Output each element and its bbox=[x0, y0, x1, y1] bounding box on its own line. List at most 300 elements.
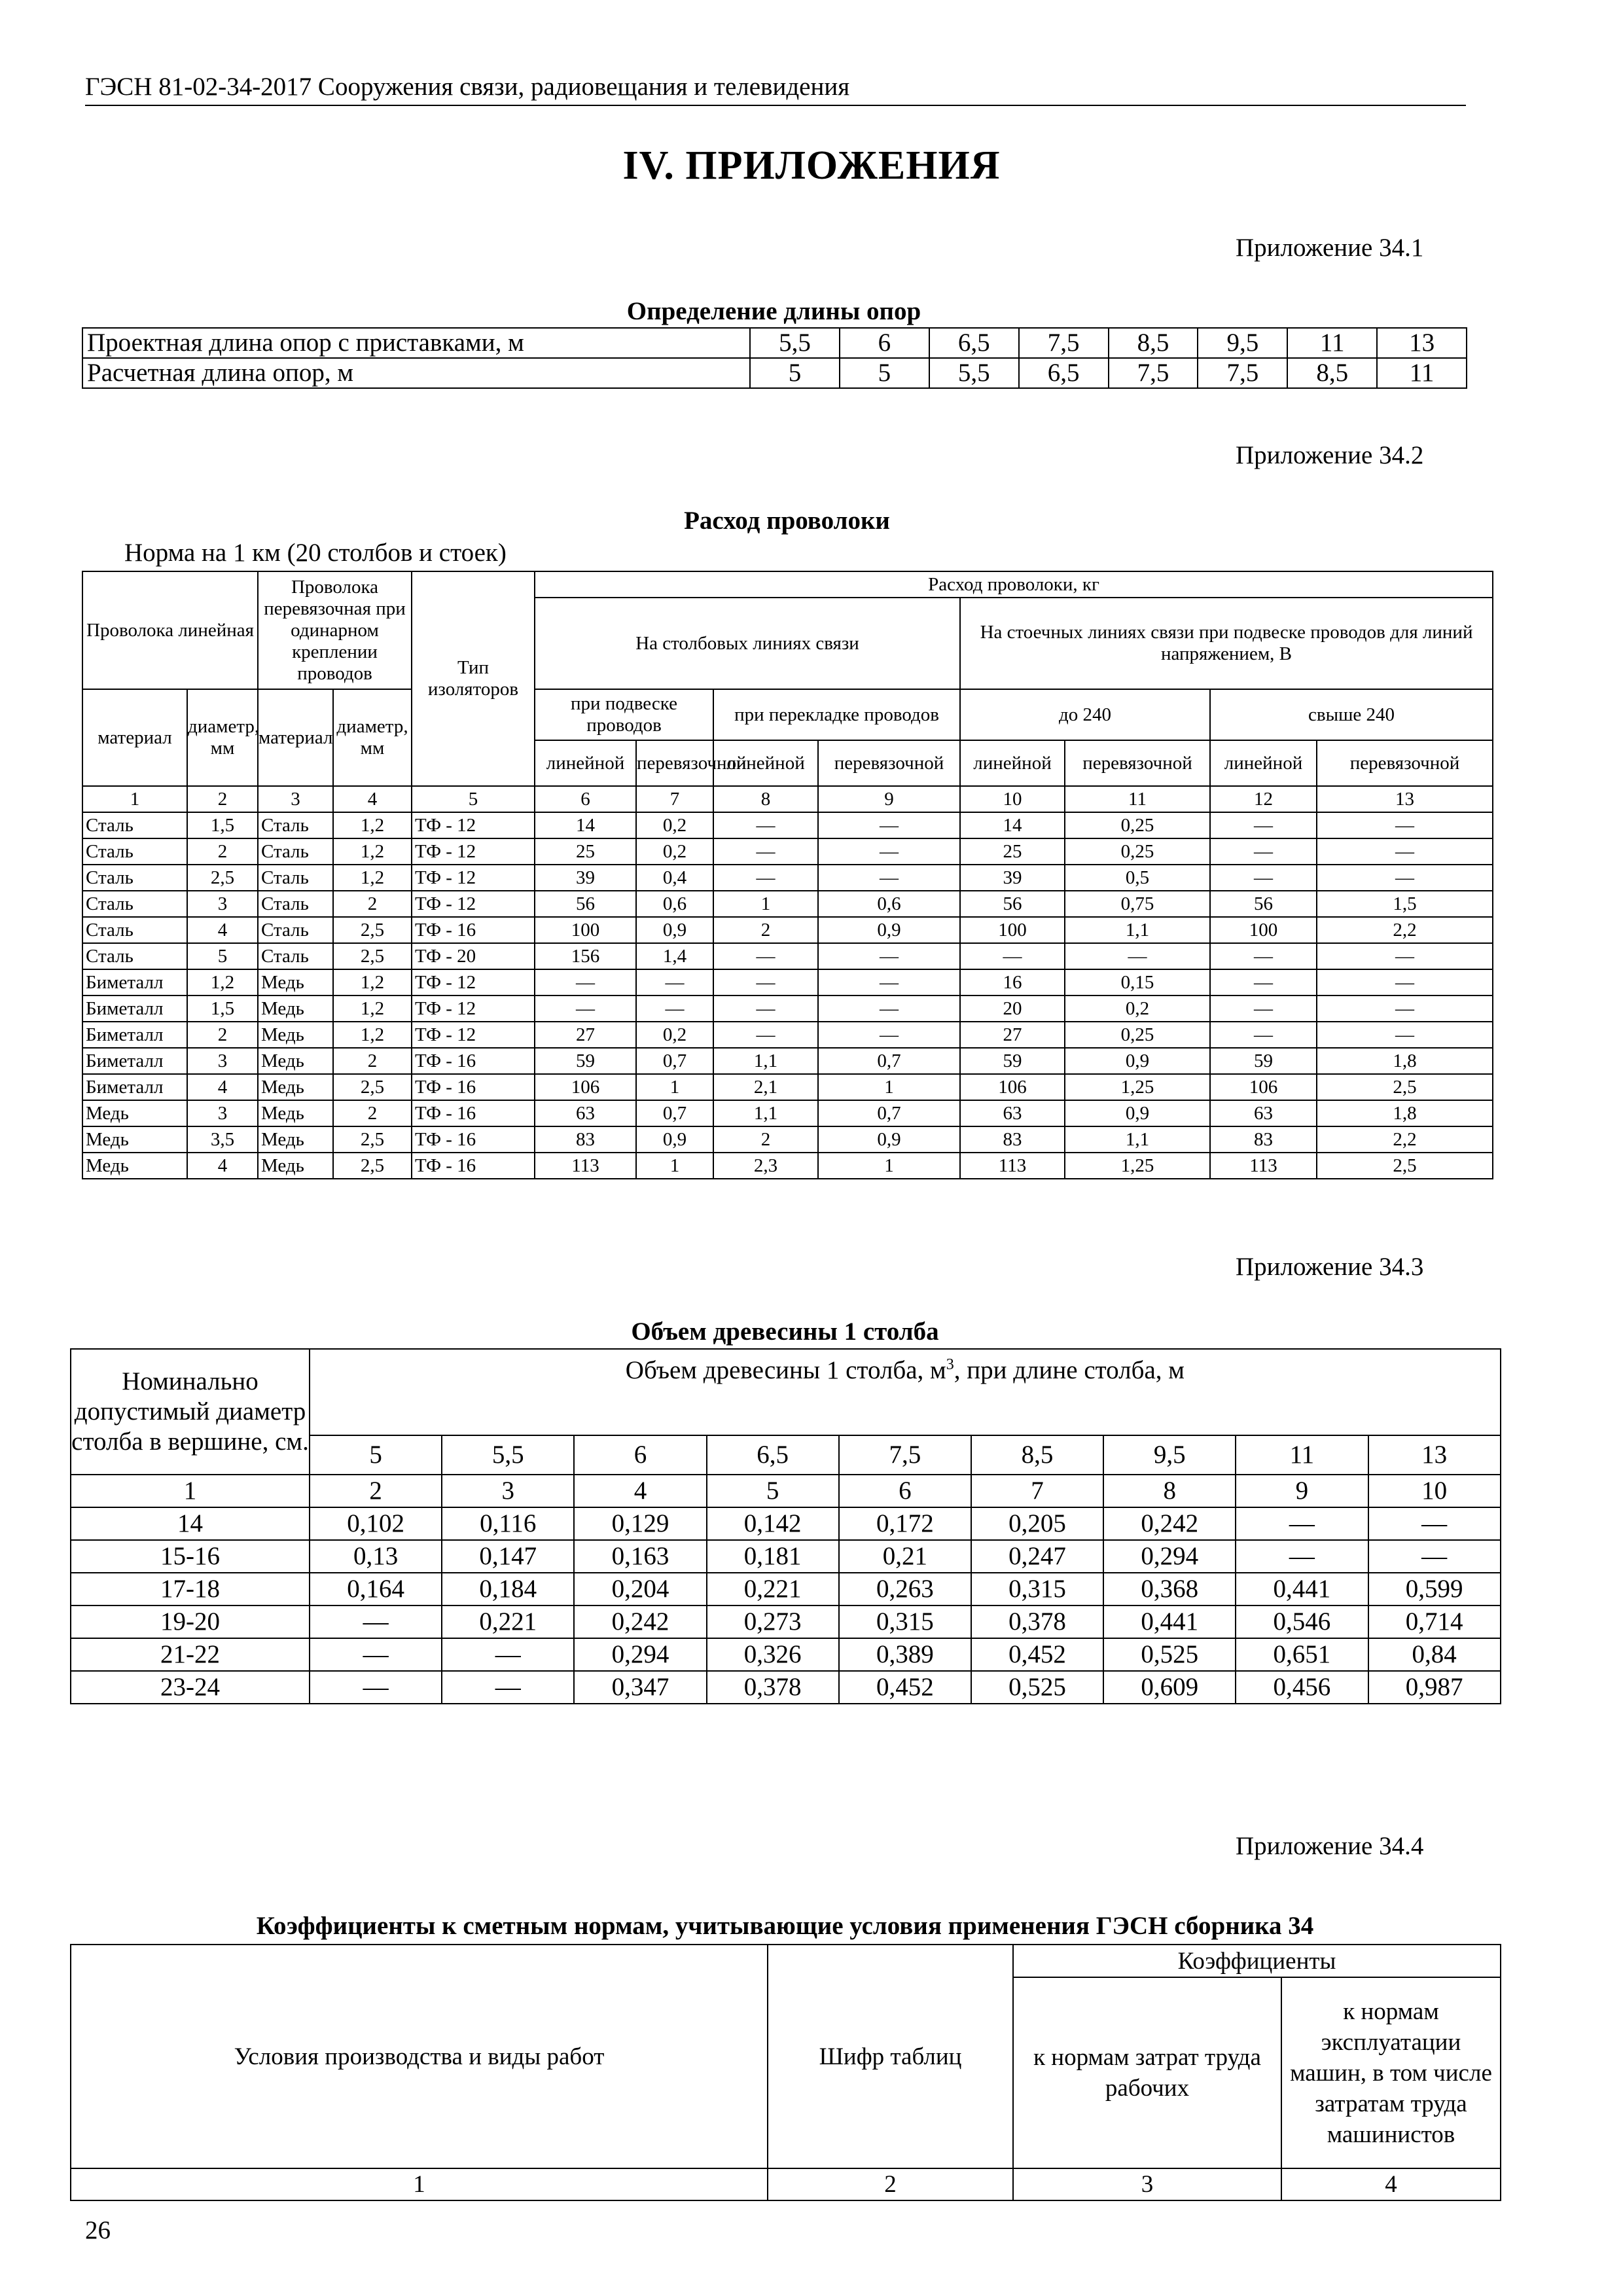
table-cell: 100 bbox=[535, 917, 636, 943]
column-number: 2 bbox=[310, 1475, 442, 1507]
column-number: 2 bbox=[187, 786, 258, 812]
header-consumption: Расход проволоки, кг bbox=[535, 571, 1493, 598]
header-wire-line: Проволока линейная bbox=[82, 571, 258, 689]
table-cell: 100 bbox=[1210, 917, 1317, 943]
header-pole-lines: На столбовых линиях связи bbox=[535, 598, 960, 689]
table-cell: 2,2 bbox=[1317, 917, 1493, 943]
table-cell: ТФ - 16 bbox=[412, 1126, 535, 1153]
table-row bbox=[82, 1153, 1493, 1179]
table-cell: — bbox=[1210, 943, 1317, 969]
table-cell: 21-22 bbox=[71, 1638, 310, 1671]
table-cell: 1,1 bbox=[713, 1048, 818, 1074]
table-cell: 2 bbox=[187, 1022, 258, 1048]
table-cell: 1 bbox=[818, 1074, 960, 1100]
table-cell: Медь bbox=[82, 1153, 187, 1179]
table-cell: 0,9 bbox=[636, 1126, 713, 1153]
table-cell: 0,452 bbox=[839, 1671, 971, 1704]
header-wire-tie: Проволока перевязочная при одинарном креплении проводов bbox=[258, 571, 412, 689]
section-title: IV. ПРИЛОЖЕНИЯ bbox=[622, 143, 1001, 188]
table-cell: 0,181 bbox=[707, 1540, 839, 1573]
table-cell: Сталь bbox=[258, 943, 333, 969]
table-cell: 5,5 bbox=[929, 358, 1019, 388]
length-header: 7,5 bbox=[839, 1435, 971, 1475]
table-cell: ТФ - 16 bbox=[412, 1100, 535, 1126]
table-cell: 17-18 bbox=[71, 1573, 310, 1605]
header-tie-7: перевязочной bbox=[636, 740, 713, 786]
table-cell: 0,4 bbox=[636, 865, 713, 891]
table-cell: 16 bbox=[960, 969, 1065, 996]
table-cell: 0,102 bbox=[310, 1507, 442, 1540]
column-number: 1 bbox=[82, 786, 187, 812]
table-row bbox=[82, 969, 1493, 996]
table-cell: 106 bbox=[535, 1074, 636, 1100]
header-labor: к нормам затрат труда рабочих bbox=[1013, 1977, 1281, 2168]
coefficients-table bbox=[70, 1944, 1501, 2201]
table-row bbox=[82, 996, 1493, 1022]
running-header: ГЭСН 81-02-34-2017 Сооружения связи, радиовещания и телевидения bbox=[85, 72, 1466, 106]
table-cell: 0,599 bbox=[1368, 1573, 1501, 1605]
table-row bbox=[82, 358, 1467, 388]
table-cell: 1,1 bbox=[1065, 917, 1210, 943]
table-cell: ТФ - 12 bbox=[412, 969, 535, 996]
table-cell: — bbox=[818, 1022, 960, 1048]
table-cell: 0,75 bbox=[1065, 891, 1210, 917]
table-cell: 0,129 bbox=[574, 1507, 706, 1540]
table-cell: Биметалл bbox=[82, 996, 187, 1022]
table-row bbox=[71, 1638, 1501, 1671]
table-cell: 6,5 bbox=[1019, 358, 1109, 388]
table-cell: Медь bbox=[258, 1022, 333, 1048]
table-cell: 0,546 bbox=[1236, 1605, 1368, 1638]
length-header: 6,5 bbox=[707, 1435, 839, 1475]
column-number: 3 bbox=[1013, 2168, 1281, 2200]
header-linear-12: линейной bbox=[1210, 740, 1317, 786]
table-cell: — bbox=[442, 1638, 574, 1671]
table-cell: Сталь bbox=[258, 917, 333, 943]
table-cell: — bbox=[1317, 943, 1493, 969]
table-cell: — bbox=[1210, 812, 1317, 838]
table-cell: — bbox=[960, 943, 1065, 969]
table-cell: 0,13 bbox=[310, 1540, 442, 1573]
table-cell: — bbox=[713, 838, 818, 865]
table-cell: 0,15 bbox=[1065, 969, 1210, 996]
table-cell: 0,441 bbox=[1236, 1573, 1368, 1605]
table-cell: 0,205 bbox=[971, 1507, 1103, 1540]
header-material-tie: материал bbox=[258, 689, 333, 786]
table-cell: — bbox=[818, 996, 960, 1022]
table-cell: 0,368 bbox=[1103, 1573, 1236, 1605]
table-row bbox=[82, 865, 1493, 891]
column-number: 4 bbox=[1281, 2168, 1501, 2200]
header-upto-240: до 240 bbox=[960, 689, 1210, 740]
table-cell: — bbox=[713, 812, 818, 838]
table-cell: 0,221 bbox=[442, 1605, 574, 1638]
header-material: материал bbox=[82, 689, 187, 786]
table-cell: 6,5 bbox=[929, 328, 1019, 358]
table-cell: 2,5 bbox=[187, 865, 258, 891]
table-cell: — bbox=[1210, 996, 1317, 1022]
length-header: 5,5 bbox=[442, 1435, 574, 1475]
table-cell: 1,2 bbox=[333, 996, 412, 1022]
table-cell: ТФ - 12 bbox=[412, 996, 535, 1022]
table-cell: 14 bbox=[960, 812, 1065, 838]
table-cell: 0,9 bbox=[818, 917, 960, 943]
column-number: 4 bbox=[574, 1475, 706, 1507]
table-cell: Медь bbox=[82, 1100, 187, 1126]
table-cell: 0,456 bbox=[1236, 1671, 1368, 1704]
header-tie-13: перевязочной bbox=[1317, 740, 1493, 786]
table-cell: 113 bbox=[1210, 1153, 1317, 1179]
table-cell: 0,326 bbox=[707, 1638, 839, 1671]
table-cell: — bbox=[1317, 865, 1493, 891]
table-cell: 1,8 bbox=[1317, 1048, 1493, 1074]
column-number: 6 bbox=[839, 1475, 971, 1507]
table-row bbox=[82, 328, 1467, 358]
table-cell: Сталь bbox=[258, 838, 333, 865]
table-cell: 7,5 bbox=[1019, 328, 1109, 358]
table-row bbox=[82, 891, 1493, 917]
table-cell: 63 bbox=[960, 1100, 1065, 1126]
table-cell: 0,172 bbox=[839, 1507, 971, 1540]
table-cell: 63 bbox=[535, 1100, 636, 1126]
header-conditions: Условия производства и виды работ bbox=[71, 1945, 768, 2168]
table-cell: Медь bbox=[258, 1074, 333, 1100]
table-cell: — bbox=[1368, 1540, 1501, 1573]
table-cell: 11 bbox=[1287, 328, 1377, 358]
table-cell: Медь bbox=[82, 1126, 187, 1153]
table-cell: 0,9 bbox=[1065, 1100, 1210, 1126]
table-cell: 0,25 bbox=[1065, 812, 1210, 838]
column-number: 1 bbox=[71, 2168, 768, 2200]
table-cell: 156 bbox=[535, 943, 636, 969]
table-cell: ТФ - 16 bbox=[412, 1048, 535, 1074]
table-cell: — bbox=[713, 1022, 818, 1048]
table-cell: 3 bbox=[187, 891, 258, 917]
header-diameter-top: Номинально допустимый диаметр столба в вершине, см. bbox=[71, 1349, 310, 1475]
table-cell: — bbox=[1210, 865, 1317, 891]
table-cell: ТФ - 16 bbox=[412, 1153, 535, 1179]
table-cell: 1,5 bbox=[187, 996, 258, 1022]
table-cell: — bbox=[535, 996, 636, 1022]
table-cell: Сталь bbox=[82, 865, 187, 891]
table-row bbox=[82, 1126, 1493, 1153]
table-cell: 0,651 bbox=[1236, 1638, 1368, 1671]
table-cell: Медь bbox=[258, 1153, 333, 1179]
table-cell: ТФ - 16 bbox=[412, 917, 535, 943]
table-cell: 1 bbox=[818, 1153, 960, 1179]
column-number: 8 bbox=[713, 786, 818, 812]
table-cell: Биметалл bbox=[82, 969, 187, 996]
table-cell: 83 bbox=[1210, 1126, 1317, 1153]
length-header: 5 bbox=[310, 1435, 442, 1475]
table-cell: 4 bbox=[187, 917, 258, 943]
table-cell: 1,2 bbox=[187, 969, 258, 996]
header-diameter-tie: диаметр, мм bbox=[333, 689, 412, 786]
table-cell: — bbox=[310, 1671, 442, 1704]
table-cell: 100 bbox=[960, 917, 1065, 943]
table-cell: 0,7 bbox=[636, 1048, 713, 1074]
table-cell: 0,116 bbox=[442, 1507, 574, 1540]
table-cell: 83 bbox=[960, 1126, 1065, 1153]
table-cell: 25 bbox=[535, 838, 636, 865]
column-number: 5 bbox=[707, 1475, 839, 1507]
table-row bbox=[82, 1074, 1493, 1100]
table-cell: 0,164 bbox=[310, 1573, 442, 1605]
appendix-label-34-2: Приложение 34.2 bbox=[1236, 441, 1424, 469]
header-insulator-type: Тип изоляторов bbox=[412, 571, 535, 786]
table-cell: — bbox=[818, 838, 960, 865]
header-coefficients: Коэффициенты bbox=[1013, 1945, 1501, 1977]
table-row bbox=[82, 838, 1493, 865]
table-cell: — bbox=[310, 1605, 442, 1638]
table-cell: 0,21 bbox=[839, 1540, 971, 1573]
table-cell: 2,5 bbox=[333, 917, 412, 943]
table-cell: 1,8 bbox=[1317, 1100, 1493, 1126]
table-cell: 113 bbox=[535, 1153, 636, 1179]
table-cell: 0,294 bbox=[1103, 1540, 1236, 1573]
table-cell: 14 bbox=[71, 1507, 310, 1540]
table-cell: 0,294 bbox=[574, 1638, 706, 1671]
column-number: 6 bbox=[535, 786, 636, 812]
column-number: 10 bbox=[1368, 1475, 1501, 1507]
table-cell: 0,163 bbox=[574, 1540, 706, 1573]
table-cell: 1,2 bbox=[333, 838, 412, 865]
table-row bbox=[71, 1507, 1501, 1540]
table-cell: 113 bbox=[960, 1153, 1065, 1179]
table-cell: ТФ - 16 bbox=[412, 1074, 535, 1100]
header-linear-6: линейной bbox=[535, 740, 636, 786]
table-cell: ТФ - 12 bbox=[412, 891, 535, 917]
table-cell: — bbox=[818, 943, 960, 969]
table-cell: 5,5 bbox=[750, 328, 840, 358]
table-cell: 2,5 bbox=[1317, 1074, 1493, 1100]
table-cell: 4 bbox=[187, 1074, 258, 1100]
row-label: Проектная длина опор с приставками, м bbox=[82, 328, 750, 358]
wire-consumption-table bbox=[82, 571, 1493, 1179]
table-cell: Сталь bbox=[82, 917, 187, 943]
table-cell: 1 bbox=[713, 891, 818, 917]
table-cell: 1 bbox=[636, 1153, 713, 1179]
table-cell: — bbox=[1317, 812, 1493, 838]
table-row bbox=[82, 943, 1493, 969]
table-cell: 2 bbox=[713, 1126, 818, 1153]
table-cell: Сталь bbox=[258, 812, 333, 838]
table-cell: 0,987 bbox=[1368, 1671, 1501, 1704]
table-cell: 1,25 bbox=[1065, 1074, 1210, 1100]
table-cell: 0,389 bbox=[839, 1638, 971, 1671]
length-header: 9,5 bbox=[1103, 1435, 1236, 1475]
table-cell: — bbox=[713, 996, 818, 1022]
table-cell: 0,315 bbox=[971, 1573, 1103, 1605]
table-cell: 0,9 bbox=[818, 1126, 960, 1153]
table-cell: 0,7 bbox=[818, 1100, 960, 1126]
table-cell: 1,4 bbox=[636, 943, 713, 969]
table-cell: 0,714 bbox=[1368, 1605, 1501, 1638]
table-cell: Сталь bbox=[82, 838, 187, 865]
column-number: 5 bbox=[412, 786, 535, 812]
table-cell: 1,25 bbox=[1065, 1153, 1210, 1179]
pole-length-title: Определение длины опор bbox=[626, 297, 921, 325]
table-row bbox=[82, 1100, 1493, 1126]
table-cell: 3 bbox=[187, 1100, 258, 1126]
table-cell: — bbox=[818, 969, 960, 996]
table-cell: Биметалл bbox=[82, 1074, 187, 1100]
column-number: 11 bbox=[1065, 786, 1210, 812]
table-row bbox=[71, 1540, 1501, 1573]
header-wood-volume: Объем древесины 1 столба, $м^3$, при длине столба, м bbox=[310, 1349, 1501, 1435]
table-cell: 8,5 bbox=[1109, 328, 1198, 358]
length-header: 13 bbox=[1368, 1435, 1501, 1475]
row-label: Расчетная длина опор, м bbox=[82, 358, 750, 388]
table-cell: 1,1 bbox=[713, 1100, 818, 1126]
table-row bbox=[71, 1573, 1501, 1605]
table-cell: 0,247 bbox=[971, 1540, 1103, 1573]
table-cell: 1 bbox=[636, 1074, 713, 1100]
table-cell: Сталь bbox=[258, 865, 333, 891]
column-number: 2 bbox=[768, 2168, 1013, 2200]
table-cell: 27 bbox=[960, 1022, 1065, 1048]
table-cell: 0,9 bbox=[1065, 1048, 1210, 1074]
header-linear-8: линейной bbox=[713, 740, 818, 786]
table-row bbox=[82, 812, 1493, 838]
table-cell: 1,2 bbox=[333, 812, 412, 838]
table-cell: 0,221 bbox=[707, 1573, 839, 1605]
table-cell: 27 bbox=[535, 1022, 636, 1048]
table-cell: 1,2 bbox=[333, 969, 412, 996]
table-cell: — bbox=[1317, 838, 1493, 865]
table-cell: 0,9 bbox=[636, 917, 713, 943]
table-cell: — bbox=[1317, 1022, 1493, 1048]
table-cell: 2 bbox=[333, 1100, 412, 1126]
table-cell: Сталь bbox=[82, 943, 187, 969]
column-number: 7 bbox=[636, 786, 713, 812]
table-cell: 2 bbox=[187, 838, 258, 865]
table-cell: 2 bbox=[333, 1048, 412, 1074]
header-linear-10: линейной bbox=[960, 740, 1065, 786]
table-cell: 5 bbox=[750, 358, 840, 388]
table-cell: Медь bbox=[258, 1126, 333, 1153]
table-cell: 14 bbox=[535, 812, 636, 838]
table-cell: 0,84 bbox=[1368, 1638, 1501, 1671]
table-cell: 1,5 bbox=[1317, 891, 1493, 917]
table-cell: 1,1 bbox=[1065, 1126, 1210, 1153]
table-row bbox=[82, 1048, 1493, 1074]
header-over-240: свыше 240 bbox=[1210, 689, 1493, 740]
column-number: 7 bbox=[971, 1475, 1103, 1507]
column-number: 3 bbox=[442, 1475, 574, 1507]
column-numbers-row bbox=[82, 786, 1493, 812]
table-cell: 39 bbox=[535, 865, 636, 891]
table-cell: 0,441 bbox=[1103, 1605, 1236, 1638]
table-cell: — bbox=[442, 1671, 574, 1704]
table-cell: 0,2 bbox=[636, 1022, 713, 1048]
table-cell: 2,3 bbox=[713, 1153, 818, 1179]
column-number: 8 bbox=[1103, 1475, 1236, 1507]
column-number: 9 bbox=[1236, 1475, 1368, 1507]
table-cell: 2,5 bbox=[1317, 1153, 1493, 1179]
table-cell: 83 bbox=[535, 1126, 636, 1153]
table-cell: 0,315 bbox=[839, 1605, 971, 1638]
table-cell: — bbox=[713, 865, 818, 891]
table-cell: — bbox=[1210, 1022, 1317, 1048]
table-cell: Медь bbox=[258, 969, 333, 996]
header-suspension: при подвеске проводов bbox=[535, 689, 713, 740]
header-diameter: диаметр, мм bbox=[187, 689, 258, 786]
appendix-label-34-3: Приложение 34.3 bbox=[1236, 1253, 1424, 1281]
table-cell: 0,273 bbox=[707, 1605, 839, 1638]
table-cell: — bbox=[1065, 943, 1210, 969]
table-cell: 0,184 bbox=[442, 1573, 574, 1605]
table-cell: ТФ - 12 bbox=[412, 865, 535, 891]
table-row bbox=[82, 1022, 1493, 1048]
table-row bbox=[71, 1671, 1501, 1704]
column-number: 12 bbox=[1210, 786, 1317, 812]
table-cell: — bbox=[1210, 969, 1317, 996]
table-cell: — bbox=[1236, 1540, 1368, 1573]
table-cell: — bbox=[1236, 1507, 1368, 1540]
header-machines: к нормам эксплуатации машин, в том числе затратам труда машинистов bbox=[1281, 1977, 1501, 2168]
table-cell: Медь bbox=[258, 996, 333, 1022]
table-cell: 0,5 bbox=[1065, 865, 1210, 891]
table-cell: 5 bbox=[840, 358, 929, 388]
table-cell: — bbox=[310, 1638, 442, 1671]
table-cell: 1,2 bbox=[333, 1022, 412, 1048]
table-cell: 2,5 bbox=[333, 943, 412, 969]
table-cell: 39 bbox=[960, 865, 1065, 891]
table-cell: 0,378 bbox=[971, 1605, 1103, 1638]
table-cell: — bbox=[713, 943, 818, 969]
table-cell: ТФ - 12 bbox=[412, 838, 535, 865]
table-row bbox=[71, 1605, 1501, 1638]
table-cell: 106 bbox=[960, 1074, 1065, 1100]
table-cell: 56 bbox=[960, 891, 1065, 917]
table-cell: 106 bbox=[1210, 1074, 1317, 1100]
table-cell: 3 bbox=[187, 1048, 258, 1074]
header-transfer: при перекладке проводов bbox=[713, 689, 960, 740]
table-cell: 59 bbox=[535, 1048, 636, 1074]
table-cell: 0,525 bbox=[1103, 1638, 1236, 1671]
table-cell: 8,5 bbox=[1287, 358, 1377, 388]
table-cell: 9,5 bbox=[1198, 328, 1287, 358]
table-cell: 0,2 bbox=[636, 838, 713, 865]
table-cell: Сталь bbox=[82, 891, 187, 917]
table-cell: ТФ - 20 bbox=[412, 943, 535, 969]
table-cell: 3,5 bbox=[187, 1126, 258, 1153]
table-cell: Сталь bbox=[82, 812, 187, 838]
coefficients-title: Коэффициенты к сметным нормам, учитывающие условия применения ГЭСН сборника 34 bbox=[256, 1912, 1314, 1940]
table-cell: 11 bbox=[1377, 358, 1467, 388]
table-cell: — bbox=[1210, 838, 1317, 865]
table-cell: 0,2 bbox=[1065, 996, 1210, 1022]
header-tie-9: перевязочной bbox=[818, 740, 960, 786]
column-number: 3 bbox=[258, 786, 333, 812]
table-cell: 19-20 bbox=[71, 1605, 310, 1638]
table-cell: 0,347 bbox=[574, 1671, 706, 1704]
column-number: 10 bbox=[960, 786, 1065, 812]
table-cell: 59 bbox=[960, 1048, 1065, 1074]
table-cell: 0,452 bbox=[971, 1638, 1103, 1671]
table-cell: 0,142 bbox=[707, 1507, 839, 1540]
table-cell: 7,5 bbox=[1198, 358, 1287, 388]
pole-length-table bbox=[82, 327, 1467, 389]
table-cell: 2,2 bbox=[1317, 1126, 1493, 1153]
header-rack-lines: На стоечных линиях связи при подвеске проводов для линий напряжением, В bbox=[960, 598, 1493, 689]
table-cell: 0,25 bbox=[1065, 838, 1210, 865]
table-cell: 2,5 bbox=[333, 1153, 412, 1179]
table-cell: — bbox=[818, 865, 960, 891]
table-cell: — bbox=[713, 969, 818, 996]
column-number: 4 bbox=[333, 786, 412, 812]
